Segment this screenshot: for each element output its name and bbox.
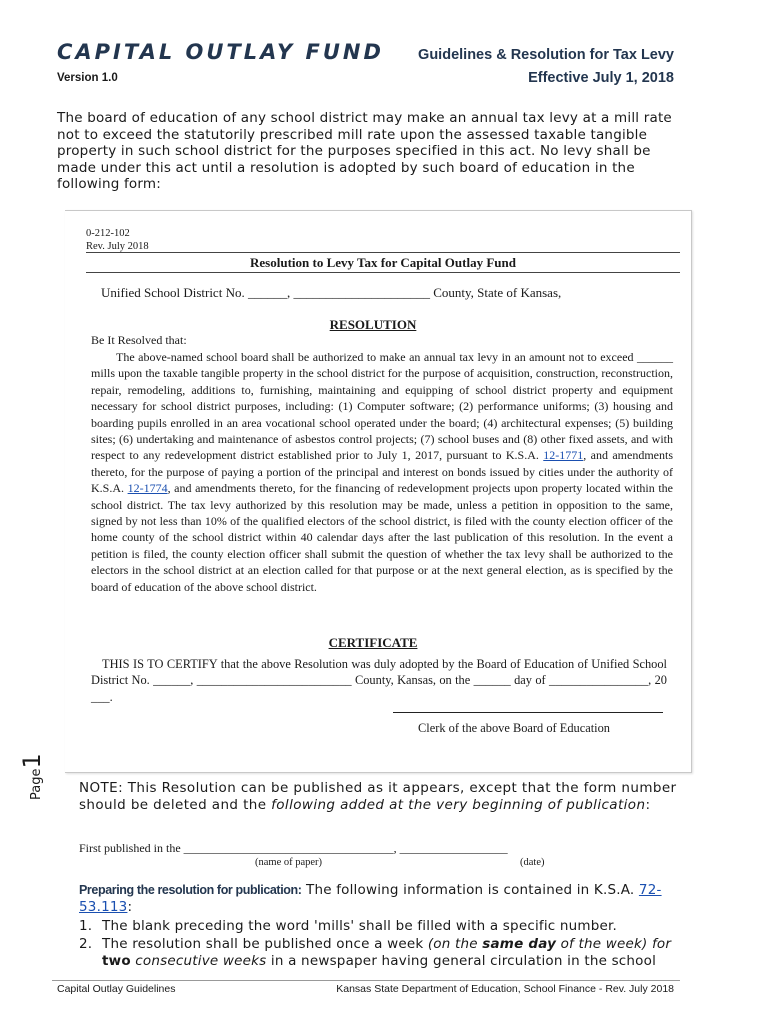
- footer-left: Capital Outlay Guidelines: [57, 983, 176, 995]
- be-it-resolved: Be It Resolved that:: [91, 333, 187, 347]
- certificate-body: THIS IS TO CERTIFY that the above Resolution was duly adopted by the Board of Education of Unified School District No. ______, _________________________ County, Kansas, on the ______ day of ________________, 20 ___.: [91, 657, 667, 704]
- list-item: [79, 918, 679, 936]
- list-item-italic-b: of the week) for: [556, 935, 672, 952]
- list-item-italic-c: consecutive weeks: [130, 953, 267, 969]
- list-item: [79, 936, 679, 971]
- intro-paragraph: The board of education of any school district may make an annual tax levy at a mill rate not to exceed the statutorily prescribed mill rate upon the assessed taxable tangible property in such school district for the purposes specified in this act. No levy shall be made under this act until a resolution is adopted by such board of education in the following form:: [57, 110, 672, 192]
- effective-date: Effective July 1, 2018: [528, 70, 674, 86]
- page-number: [18, 753, 46, 800]
- first-published-line: First published in the ___________________________________, __________________: [79, 841, 508, 855]
- preparing-paragraph: [79, 882, 679, 916]
- publication-note: [79, 780, 679, 813]
- note-text: NOTE: This Resolution can be published as it appears, except that the form number should be deleted and the: [79, 780, 677, 813]
- page-number-value: 1: [18, 753, 46, 769]
- list-item-italic-a: (on the: [427, 935, 483, 952]
- form-title: Resolution to Levy Tax for Capital Outlay Fund: [250, 255, 516, 270]
- list-item-text: [102, 936, 679, 971]
- ksa-12-1774-link[interactable]: 12-1774: [127, 481, 168, 496]
- list-item-text: The blank preceding the word 'mills' shall be filled with a specific number.: [102, 918, 618, 934]
- footer-rule: [52, 980, 680, 981]
- preparing-text: The following information is contained in K.S.A.: [301, 882, 639, 898]
- form-revision: Rev. July 2018: [86, 241, 149, 252]
- document-subtitle: Guidelines & Resolution for Tax Levy: [418, 47, 674, 63]
- resolution-body-part-1: The above-named school board shall be authorized to make an annual tax levy in an amount not to exceed ______ mills upon the taxable tangible property in the school district for the purpose of acquisition, construction, reconstruction, repair, remodeling, additions to, furnishing, maintaining and equipping of school district property and equipment necessary for school district purposes, including: (1) Computer software; (2) performance uniforms; (3) housing and boarding pupils enrolled in an area vocational school operated under the board; (4) architectural expenses; (5) building sites; (6) undertaking and maintenance of asbestos control projects; (7) school buses and (8) other fixed assets, and with respect to any redevelopment district established prior to July 1, 2017, pursuant to K.S.A.: [91, 350, 673, 463]
- list-item-bold-b: two: [102, 953, 131, 969]
- form-title-top-rule: [86, 252, 680, 253]
- version-label: Version 1.0: [57, 72, 118, 84]
- list-item-text-pre: The resolution shall be published once a week: [102, 935, 428, 952]
- name-of-paper-label: (name of paper): [255, 857, 323, 868]
- clerk-label: Clerk of the above Board of Education: [418, 721, 610, 735]
- resolution-body-part-3: , and amendments thereto, for the financing of redevelopment projects upon property located within the school district. The tax levy authorized by this resolution may be made, unless a petition in opposition to the same, signed by not less than 10% of the qualified electors of the school district, is filed with the county election officer of the home county of the school district within 40 calendar days after the last publication of this resolution. In the event a petition is filed, the county election officer shall submit the question of whether the tax levy shall be authorized to the electors in the school district at an election called for that purpose or at the next general election, as is specified by the board of education of the above school district.: [91, 481, 673, 594]
- resolution-body-part-2: , and amendments thereto, for the purpose of paying a portion of the principal and interest on bonds issued by cities under the authority of K.S.A.: [91, 448, 674, 496]
- preparing-end: :: [127, 899, 133, 915]
- footer-right: Kansas State Department of Education, School Finance - Rev. July 2018: [336, 983, 674, 995]
- ksa-12-1771-link[interactable]: 12-1771: [543, 448, 584, 463]
- district-line: Unified School District No. ______, _____________________ County, State of Kansas,: [101, 285, 562, 300]
- certificate-heading: CERTIFICATE: [328, 635, 418, 650]
- ksa-72-53-113-link[interactable]: 72-53.113: [79, 882, 662, 915]
- date-label: (date): [520, 857, 545, 868]
- form-title-bottom-rule: [86, 272, 680, 273]
- list-item-bold-a: same day: [482, 935, 557, 952]
- resolution-heading: RESOLUTION: [329, 317, 417, 332]
- clerk-signature-line: [393, 712, 663, 713]
- list-item-text-post: in a newspaper having general circulation in the school: [266, 953, 657, 969]
- form-number-code: 0-212-102: [86, 228, 130, 239]
- note-italic-text: following added at the very beginning of publication: [271, 796, 646, 813]
- list-item-number: 1.: [79, 918, 93, 934]
- list-item-number: 2.: [79, 935, 93, 952]
- resolution-body: [91, 349, 673, 595]
- instruction-list: [79, 918, 679, 971]
- page-word: Page: [29, 768, 44, 800]
- preparing-lead: Preparing the resolution for publication:: [79, 883, 302, 897]
- document-title: CAPITAL OUTLAY FUND: [57, 40, 384, 64]
- form-number: [86, 227, 149, 253]
- note-end: :: [645, 796, 651, 813]
